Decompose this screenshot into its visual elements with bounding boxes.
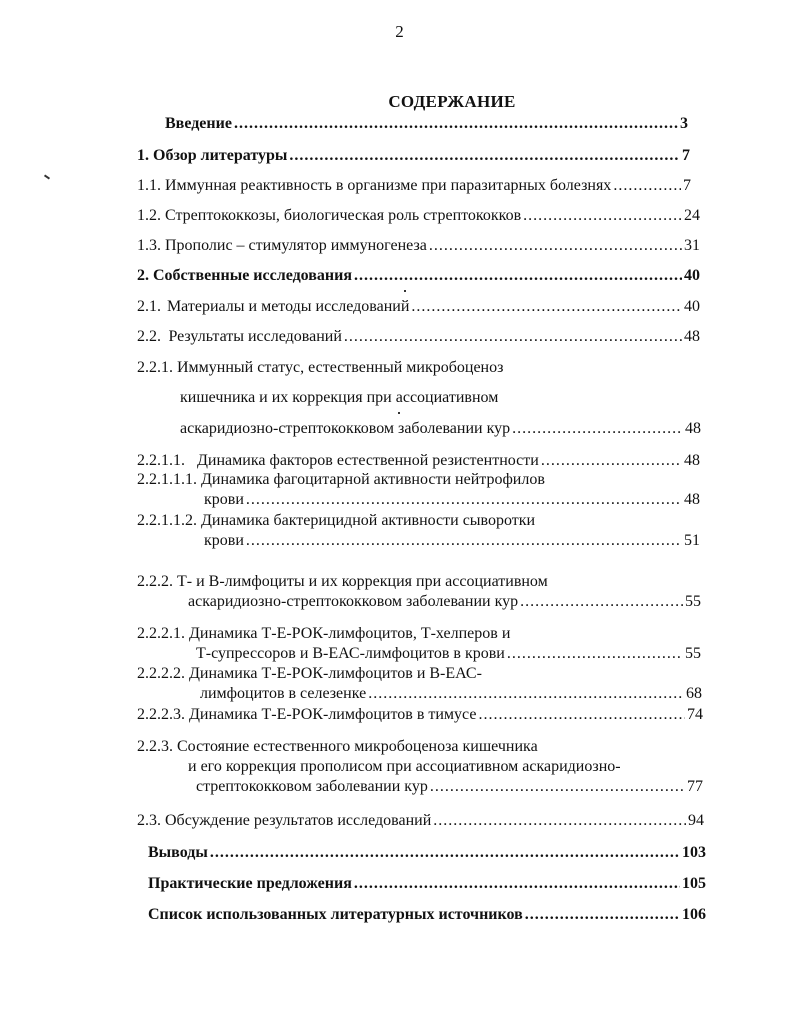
toc-entry-2-2-1-1-2-line1[interactable]: 2.2.1.1.2. Динамика бактерицидной активности сыворотки <box>137 512 536 529</box>
toc-entry-2-2-2-1-line1[interactable]: 2.2.2.1. Динамика Т-Е-РОК-лимфоцитов, Т-хелперов и <box>137 625 511 642</box>
toc-label: аскаридиозно-стрептококковом заболевании кур <box>180 420 511 437</box>
dot-leader <box>430 777 685 797</box>
toc-entry-conclusions[interactable] <box>148 843 706 863</box>
dot-leader <box>344 327 682 347</box>
dot-leader <box>507 644 683 664</box>
toc-entry-intro[interactable] <box>165 114 688 134</box>
dot-leader <box>433 811 686 831</box>
toc-page: 68 <box>686 685 702 702</box>
toc-page: 3 <box>680 115 688 132</box>
toc-label: стрептококковом заболевании кур <box>196 778 428 795</box>
dot-leader <box>523 206 682 226</box>
dot-leader <box>354 266 682 286</box>
toc-label: крови <box>204 532 244 549</box>
dot-leader <box>246 531 682 551</box>
toc-entry-2-2-3-line2: и его коррекция прополисом при ассоциативном аскаридиозно- <box>188 758 621 775</box>
toc-page: 55 <box>685 645 701 662</box>
scan-mark <box>404 290 406 292</box>
toc-label: 1.2. Стрептококкозы, биологическая роль стрептококков <box>137 207 522 224</box>
toc-label: 1. Обзор литературы <box>137 147 288 164</box>
toc-entry-2-3[interactable] <box>137 811 704 831</box>
toc-label: Введение <box>165 115 232 132</box>
toc-entry-2-2-1-1-1-line1[interactable]: 2.2.1.1.1. Динамика фагоцитарной активности нейтрофилов <box>137 471 545 488</box>
toc-entry-2-2[interactable] <box>137 327 700 347</box>
toc-entry-references[interactable] <box>148 905 706 925</box>
toc-page: 40 <box>684 267 700 284</box>
toc-page: 94 <box>688 812 704 829</box>
toc-page: 77 <box>687 778 703 795</box>
scan-mark <box>398 412 400 414</box>
dot-leader <box>541 451 682 471</box>
toc-label: 2.3. Обсуждение результатов исследований <box>137 812 432 829</box>
toc-page: 48 <box>684 452 700 469</box>
dot-leader <box>478 705 685 725</box>
toc-entry-chapter-2[interactable] <box>137 266 700 286</box>
toc-page: 31 <box>684 237 700 254</box>
toc-label: Выводы <box>148 844 208 861</box>
toc-number: 2.1. <box>137 298 161 315</box>
dot-leader <box>368 684 684 704</box>
toc-page: 106 <box>682 906 706 923</box>
toc-page: 51 <box>684 532 700 549</box>
page-number: 2 <box>395 22 404 41</box>
toc-entry-2-2-2-2-line1[interactable]: 2.2.2.2. Динамика Т-Е-РОК-лимфоцитов и В-ЕАС- <box>137 665 482 682</box>
toc-entry-2-2-2-3[interactable] <box>137 705 703 725</box>
page-title: СОДЕРЖАНИЕ <box>388 92 516 111</box>
toc-entry-2-2-2-1[interactable] <box>196 644 701 664</box>
toc-page: 74 <box>687 706 703 723</box>
toc-label: 2. Собственные исследования <box>137 267 353 284</box>
toc-label: крови <box>204 491 244 508</box>
dot-leader <box>234 114 678 134</box>
toc-page: 7 <box>683 177 691 194</box>
toc-entry-practical[interactable] <box>148 874 706 894</box>
toc-label: 2.2.1.1. Динамика факторов естественной резистентности <box>137 452 539 469</box>
toc-entry-1-1[interactable] <box>137 176 691 196</box>
toc-label: Результаты исследований <box>168 328 342 345</box>
toc-page: 105 <box>682 875 706 892</box>
toc-label: Список использованных литературных источников <box>148 906 523 923</box>
toc-entry-2-2-3-line1[interactable]: 2.2.3. Состояние естественного микробоценоза кишечника <box>137 738 538 755</box>
dot-leader <box>411 297 682 317</box>
toc-page: 24 <box>684 207 700 224</box>
toc-entry-2-1[interactable] <box>137 297 700 317</box>
dot-leader <box>289 146 680 166</box>
toc-label: 2.2.2.3. Динамика Т-Е-РОК-лимфоцитов в тимусе <box>137 706 477 723</box>
toc-number: 2.2. <box>137 328 161 345</box>
toc-label: Практические предложения <box>148 875 352 892</box>
dot-leader <box>613 176 681 196</box>
toc-entry-1-2[interactable] <box>137 206 700 226</box>
scan-mark <box>44 174 50 179</box>
toc-page: 48 <box>684 328 700 345</box>
toc-label: Т-супрессоров и В-ЕАС-лимфоцитов в крови <box>196 645 505 662</box>
toc-entry-2-2-1-1[interactable] <box>137 451 700 471</box>
dot-leader <box>354 874 680 894</box>
toc-label: лимфоцитов в селезенке <box>200 685 367 702</box>
toc-entry-2-2-1-line1[interactable]: 2.2.1. Иммунный статус, естественный микробоценоз <box>137 359 504 376</box>
toc-entry-2-2-1-1-1[interactable] <box>204 490 700 510</box>
toc-entry-2-2-3[interactable] <box>196 777 703 797</box>
toc-label: 1.1. Иммунная реактивность в организме при паразитарных болезнях <box>137 177 612 194</box>
toc-entry-1-3[interactable] <box>137 236 700 256</box>
toc-page: 103 <box>682 844 706 861</box>
toc-entry-2-2-2-line1[interactable]: 2.2.2. Т- и В-лимфоциты и их коррекция при ассоциативном <box>137 573 548 590</box>
toc-entry-2-2-2[interactable] <box>188 592 701 612</box>
toc-label: Материалы и методы исследований <box>166 298 410 315</box>
dot-leader <box>525 905 680 925</box>
toc-page: 55 <box>685 593 701 610</box>
toc-entry-2-2-2-2[interactable] <box>200 684 702 704</box>
toc-entry-chapter-1[interactable] <box>137 146 690 166</box>
toc-label: аскаридиозно-стрептококковом заболевании кур <box>188 593 519 610</box>
dot-leader <box>210 843 680 863</box>
toc-page: 48 <box>684 491 700 508</box>
dot-leader <box>512 419 683 439</box>
dot-leader <box>520 592 683 612</box>
toc-page: 48 <box>685 420 701 437</box>
dot-leader <box>246 490 682 510</box>
toc-entry-2-2-1-line2: кишечника и их коррекция при ассоциативном <box>180 389 499 406</box>
toc-label: 1.3. Прополис – стимулятор иммуногенеза <box>137 237 427 254</box>
toc-entry-2-2-1-1-2[interactable] <box>204 531 700 551</box>
toc-page: 7 <box>682 147 690 164</box>
toc-entry-2-2-1[interactable] <box>180 419 701 439</box>
toc-page: 40 <box>684 298 700 315</box>
dot-leader <box>429 236 682 256</box>
